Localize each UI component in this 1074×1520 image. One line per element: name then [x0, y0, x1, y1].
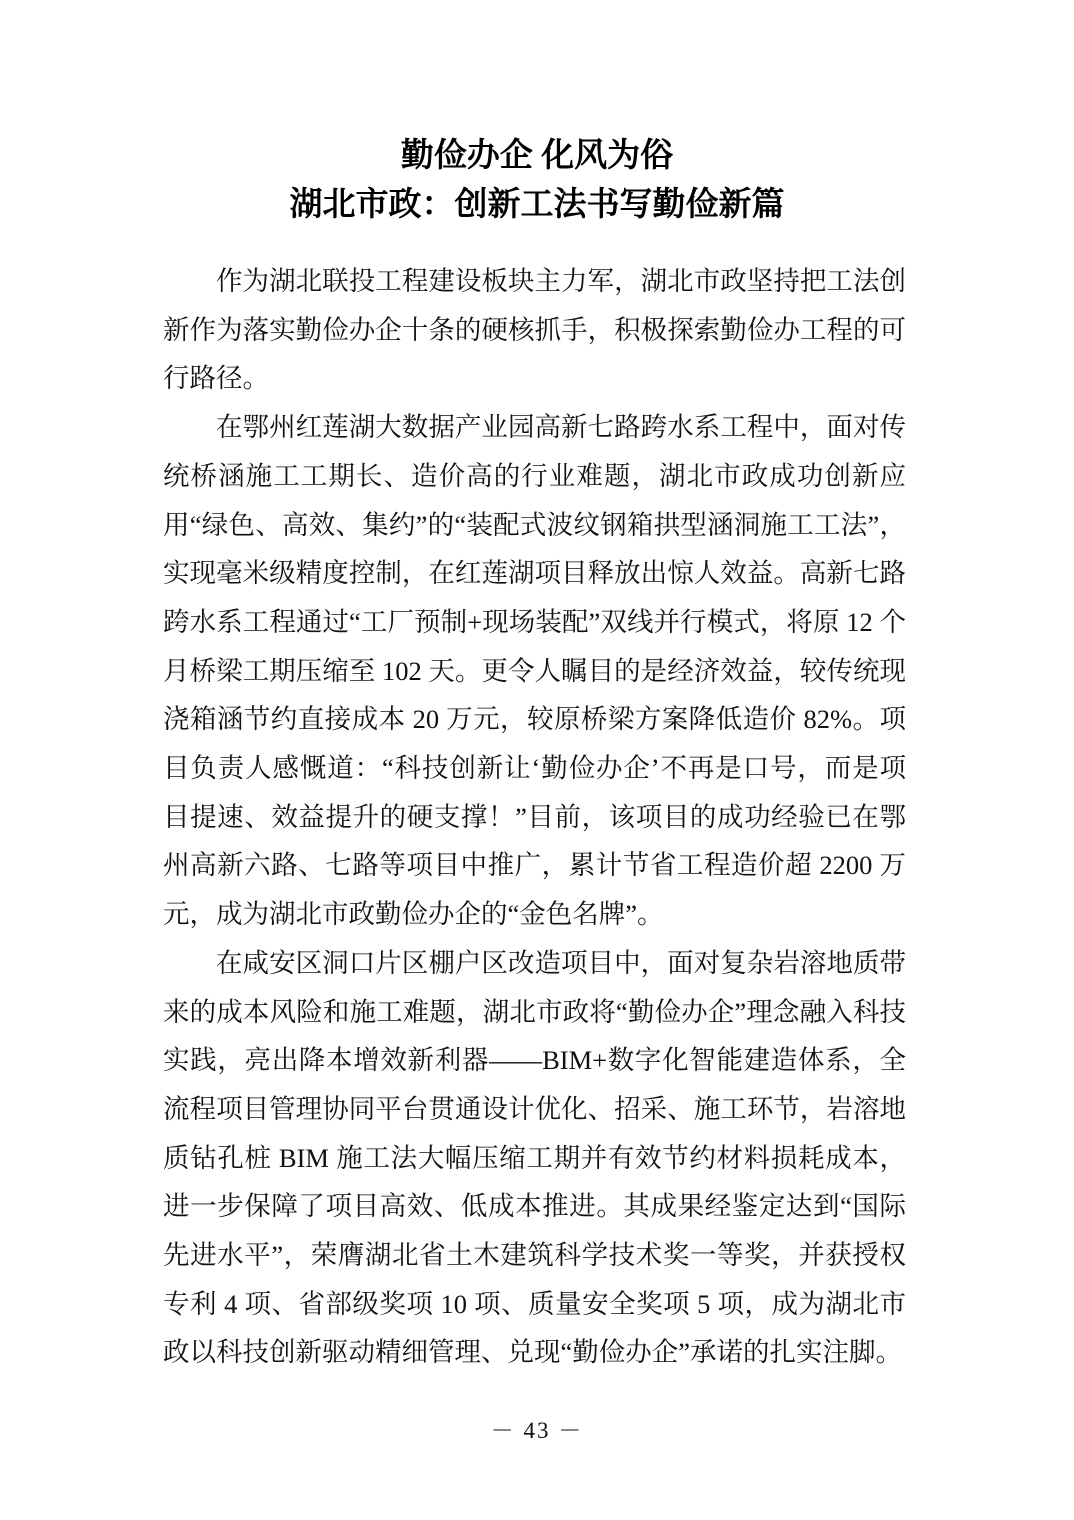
- title-line-1: 勤俭办企 化风为俗: [400, 138, 674, 174]
- body-paragraph-2: 在鄂州红莲湖大数据产业园高新七路跨水系工程中，面对传统桥涵施工工期长、造价高的行业难题，湖北市政成功创新应用“绿色、高效、集约”的“装配式波纹钢箱拱型涵洞施工工法”，实现毫米级精度控制，在红莲湖项目释放出惊人效益。高新七路跨水系工程通过“工厂预制+现场装配”双线并行模式，将原 12 个月桥梁工期压缩至 102 天。更令人瞩目的是经济效益，较传统现浇箱涵节约直接成本 20 万元，较原桥梁方案降低造价 82%。项目负责人感慨道：“科技创新让‘勤俭办企’不再是口号，而是项目提速、效益提升的硬支撑！”目前，该项目的成功经验已在鄂州高新六路、七路等项目中推广，累计节省工程造价超 2200 万元，成为湖北市政勤俭办企的“金色名牌”。: [163, 412, 906, 930]
- document-body: [163, 257, 906, 1377]
- page-number: － 43 －: [490, 1418, 584, 1443]
- document-title: [0, 132, 1074, 230]
- body-paragraph-3: 在咸安区洞口片区棚户区改造项目中，面对复杂岩溶地质带来的成本风险和施工难题，湖北市政将“勤俭办企”理念融入科技实践，亮出降本增效新利器——BIM+数字化智能建造体系，全流程项目管理协同平台贯通设计优化、招采、施工环节，岩溶地质钻孔桩 BIM 施工法大幅压缩工期并有效节约材料损耗成本，进一步保障了项目高效、低成本推进。其成果经鉴定达到“国际先进水平”，荣膺湖北省土木建筑科学技术奖一等奖，并获授权专利 4 项、省部级奖项 10 项、质量安全奖项 5 项，成为湖北市政以科技创新驱动精细管理、兑现“勤俭办企”承诺的扎实注脚。: [163, 947, 906, 1368]
- title-line-2: 湖北市政：创新工法书写勤俭新篇: [289, 187, 785, 223]
- body-paragraph-1: 作为湖北联投工程建设板块主力军，湖北市政坚持把工法创新作为落实勤俭办企十条的硬核抓手，积极探索勤俭办工程的可行路径。: [163, 266, 906, 394]
